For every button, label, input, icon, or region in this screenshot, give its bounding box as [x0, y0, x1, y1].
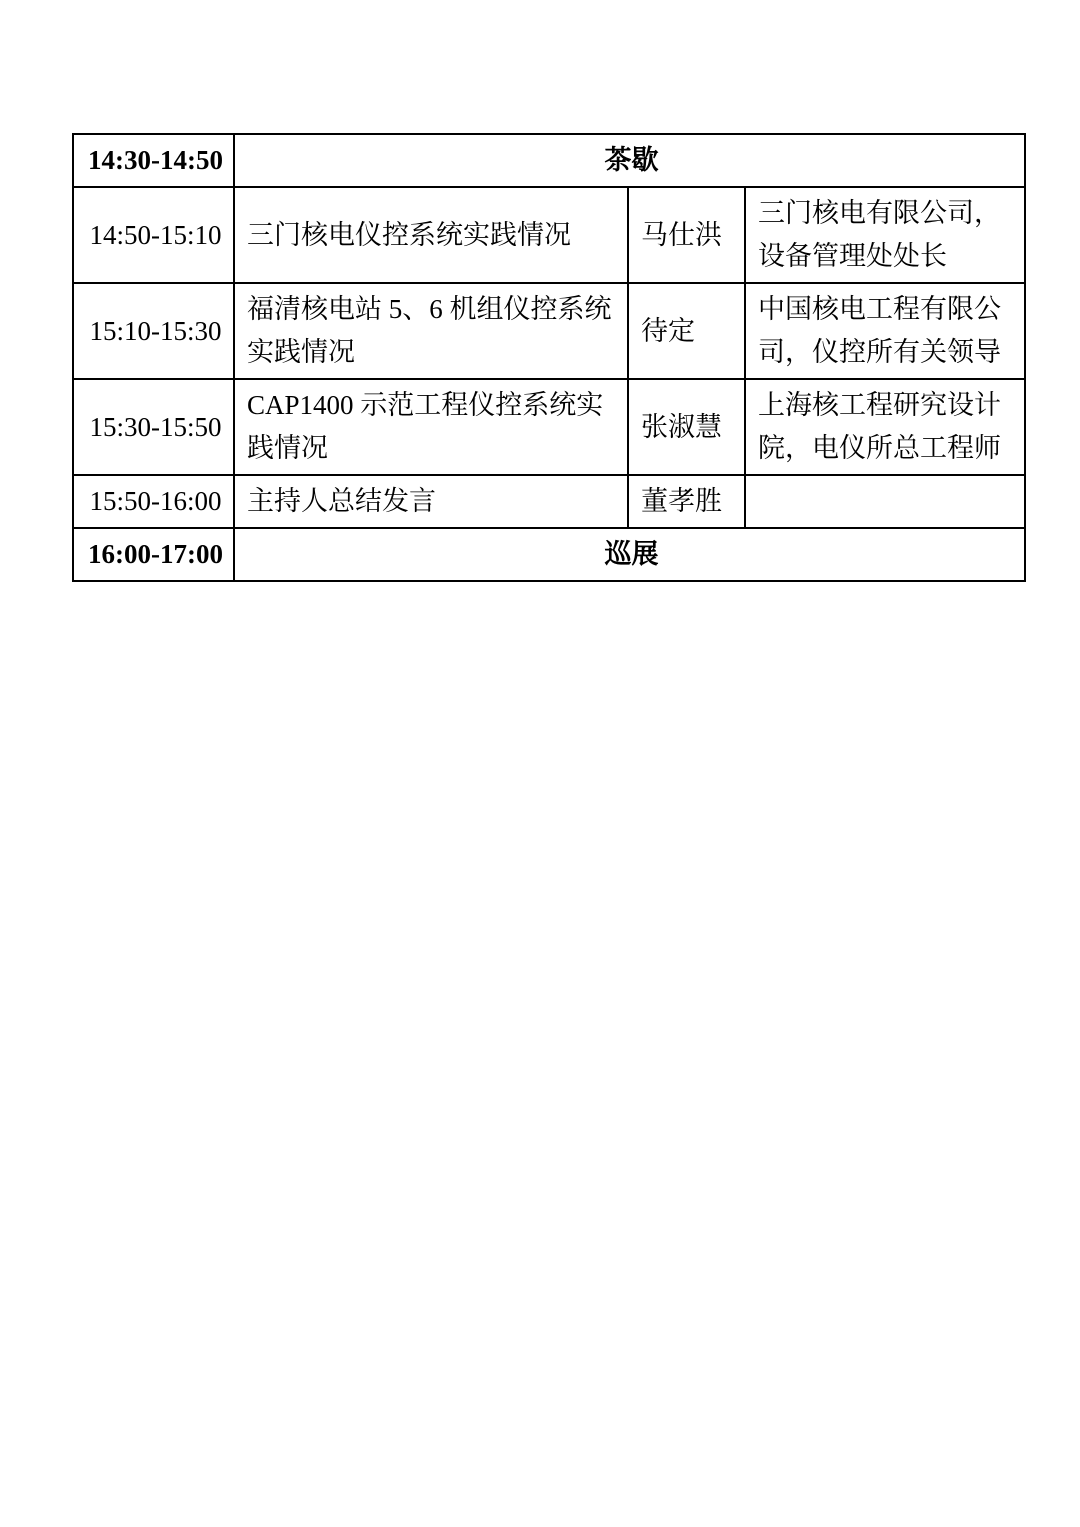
affiliation-cell [745, 475, 1025, 528]
time-cell: 15:50-16:00 [73, 475, 234, 528]
speaker-cell: 马仕洪 [628, 187, 745, 283]
affiliation-cell: 上海核工程研究设计院，电仪所总工程师 [745, 379, 1025, 475]
table-row [73, 283, 1025, 379]
agenda-table [72, 133, 1026, 582]
table-row-exhibition-tour [73, 528, 1025, 581]
topic-cell: 三门核电仪控系统实践情况 [234, 187, 628, 283]
table-row [73, 379, 1025, 475]
table-row-tea-break [73, 134, 1025, 187]
time-cell: 15:30-15:50 [73, 379, 234, 475]
time-cell: 14:30-14:50 [73, 134, 234, 187]
merged-label-cell: 巡展 [234, 528, 1025, 581]
speaker-cell: 董孝胜 [628, 475, 745, 528]
table-row [73, 187, 1025, 283]
merged-label-cell: 茶歇 [234, 134, 1025, 187]
time-cell: 14:50-15:10 [73, 187, 234, 283]
topic-cell: CAP1400 示范工程仪控系统实践情况 [234, 379, 628, 475]
affiliation-cell: 三门核电有限公司，设备管理处处长 [745, 187, 1025, 283]
time-cell: 15:10-15:30 [73, 283, 234, 379]
topic-cell: 主持人总结发言 [234, 475, 628, 528]
table-row [73, 475, 1025, 528]
time-cell: 16:00-17:00 [73, 528, 234, 581]
speaker-cell: 待定 [628, 283, 745, 379]
affiliation-cell: 中国核电工程有限公司，仪控所有关领导 [745, 283, 1025, 379]
topic-cell: 福清核电站 5、6 机组仪控系统实践情况 [234, 283, 628, 379]
speaker-cell: 张淑慧 [628, 379, 745, 475]
